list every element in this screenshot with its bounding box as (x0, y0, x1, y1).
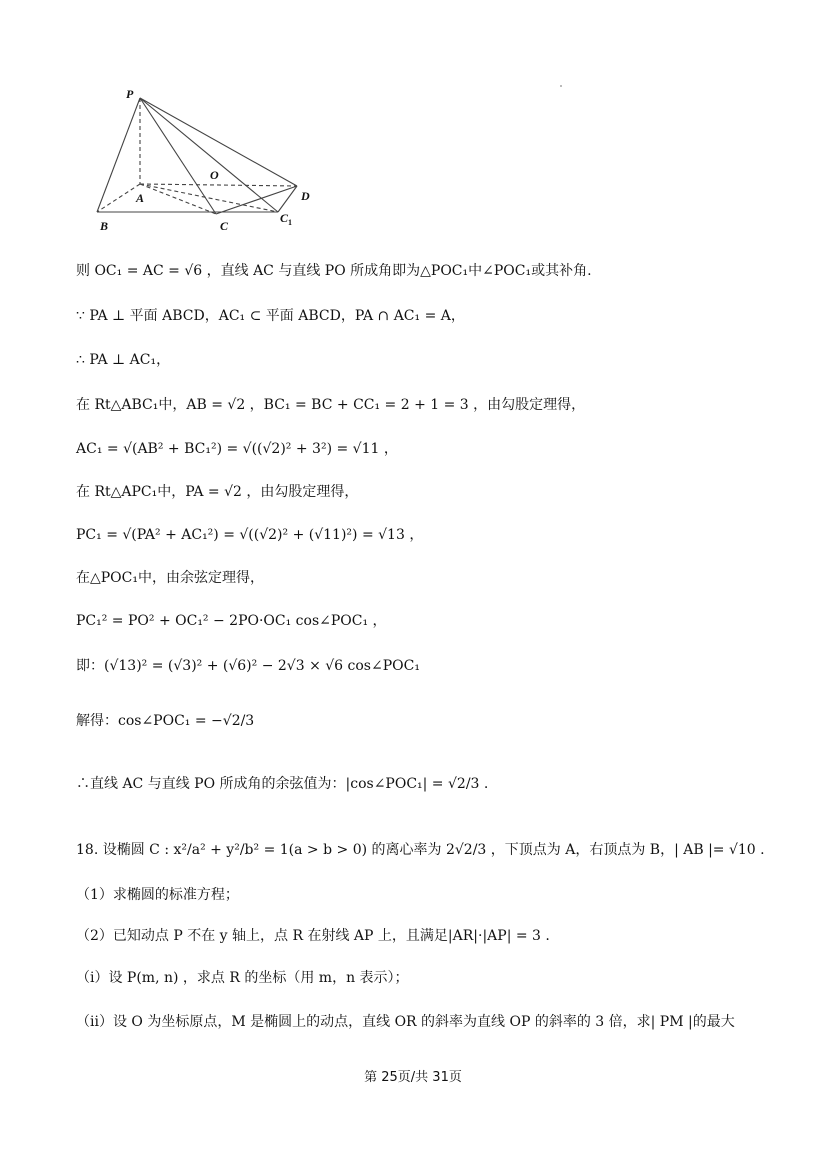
solution-line-9: PC₁² = PO² + OC₁² − 2PO·OC₁ cos∠POC₁ ， (76, 613, 387, 629)
label-P: P (126, 87, 134, 101)
label-B: B (100, 219, 109, 233)
problem-18-part-2: （2）已知动点 P 不在 y 轴上，点 R 在射线 AP 上，且满足|AR|·|AP| = 3 . (76, 928, 550, 944)
solution-line-1: 则 OC₁ = AC = √6 ，直线 AC 与直线 PO 所成角即为△POC₁中∠POC₁或其补角. (76, 263, 592, 279)
label-C1: C (280, 211, 289, 225)
solution-line-3: ∴ PA ⊥ AC₁， (76, 352, 171, 368)
solution-line-4: 在 Rt△ABC₁中，AB = √2 ，BC₁ = BC + CC₁ = 2 + 1 = 3 ，由勾股定理得， (76, 397, 586, 413)
label-C: C (220, 219, 229, 233)
page-footer: 第 25页/共 31页 (364, 1070, 462, 1085)
solution-line-5: AC₁ = √(AB² + BC₁²) = √((√2)² + 3²) = √11 ， (76, 441, 398, 457)
solution-line-10: 即：(√13)² = (√3)² + (√6)² − 2√3 × √6 cos∠POC₁ (76, 658, 420, 674)
label-A: A (136, 191, 145, 205)
solution-line-12: ∴直线 AC 与直线 PO 所成角的余弦值为：|cos∠POC₁| = √2/3 . (76, 776, 489, 792)
problem-18-part-2-i: （i）设 P(m, n) ，求点 R 的坐标（用 m，n 表示）； (76, 970, 409, 986)
solution-line-8: 在△POC₁中，由余弦定理得， (76, 570, 264, 586)
label-C1-subscript: 1 (288, 218, 292, 227)
pyramid-figure (92, 84, 322, 236)
problem-18-part-1: （1）求椭圆的标准方程； (76, 887, 239, 903)
scan-speck (560, 85, 562, 87)
label-O: O (210, 168, 219, 182)
label-D: D (301, 189, 310, 203)
solution-line-2: ∵ PA ⊥ 平面 ABCD，AC₁ ⊂ 平面 ABCD，PA ∩ AC₁ = A， (76, 308, 465, 324)
problem-18-part-2-ii: （ii）设 O 为坐标原点，M 是椭圆上的动点，直线 OR 的斜率为直线 OP 的斜率的 3 倍，求| PM |的最大 (76, 1014, 735, 1030)
solution-line-7: PC₁ = √(PA² + AC₁²) = √((√2)² + (√11)²) = √13 ， (76, 527, 424, 543)
solution-line-11: 解得：cos∠POC₁ = −√2/3 (76, 713, 255, 729)
problem-18-statement: 18. 设椭圆 C : x²/a² + y²/b² = 1(a > b > 0) 的离心率为 2√2/3 ，下顶点为 A，右顶点为 B，| AB |= √10 . (76, 842, 765, 858)
solution-line-6: 在 Rt△APC₁中，PA = √2 ，由勾股定理得， (76, 484, 359, 500)
